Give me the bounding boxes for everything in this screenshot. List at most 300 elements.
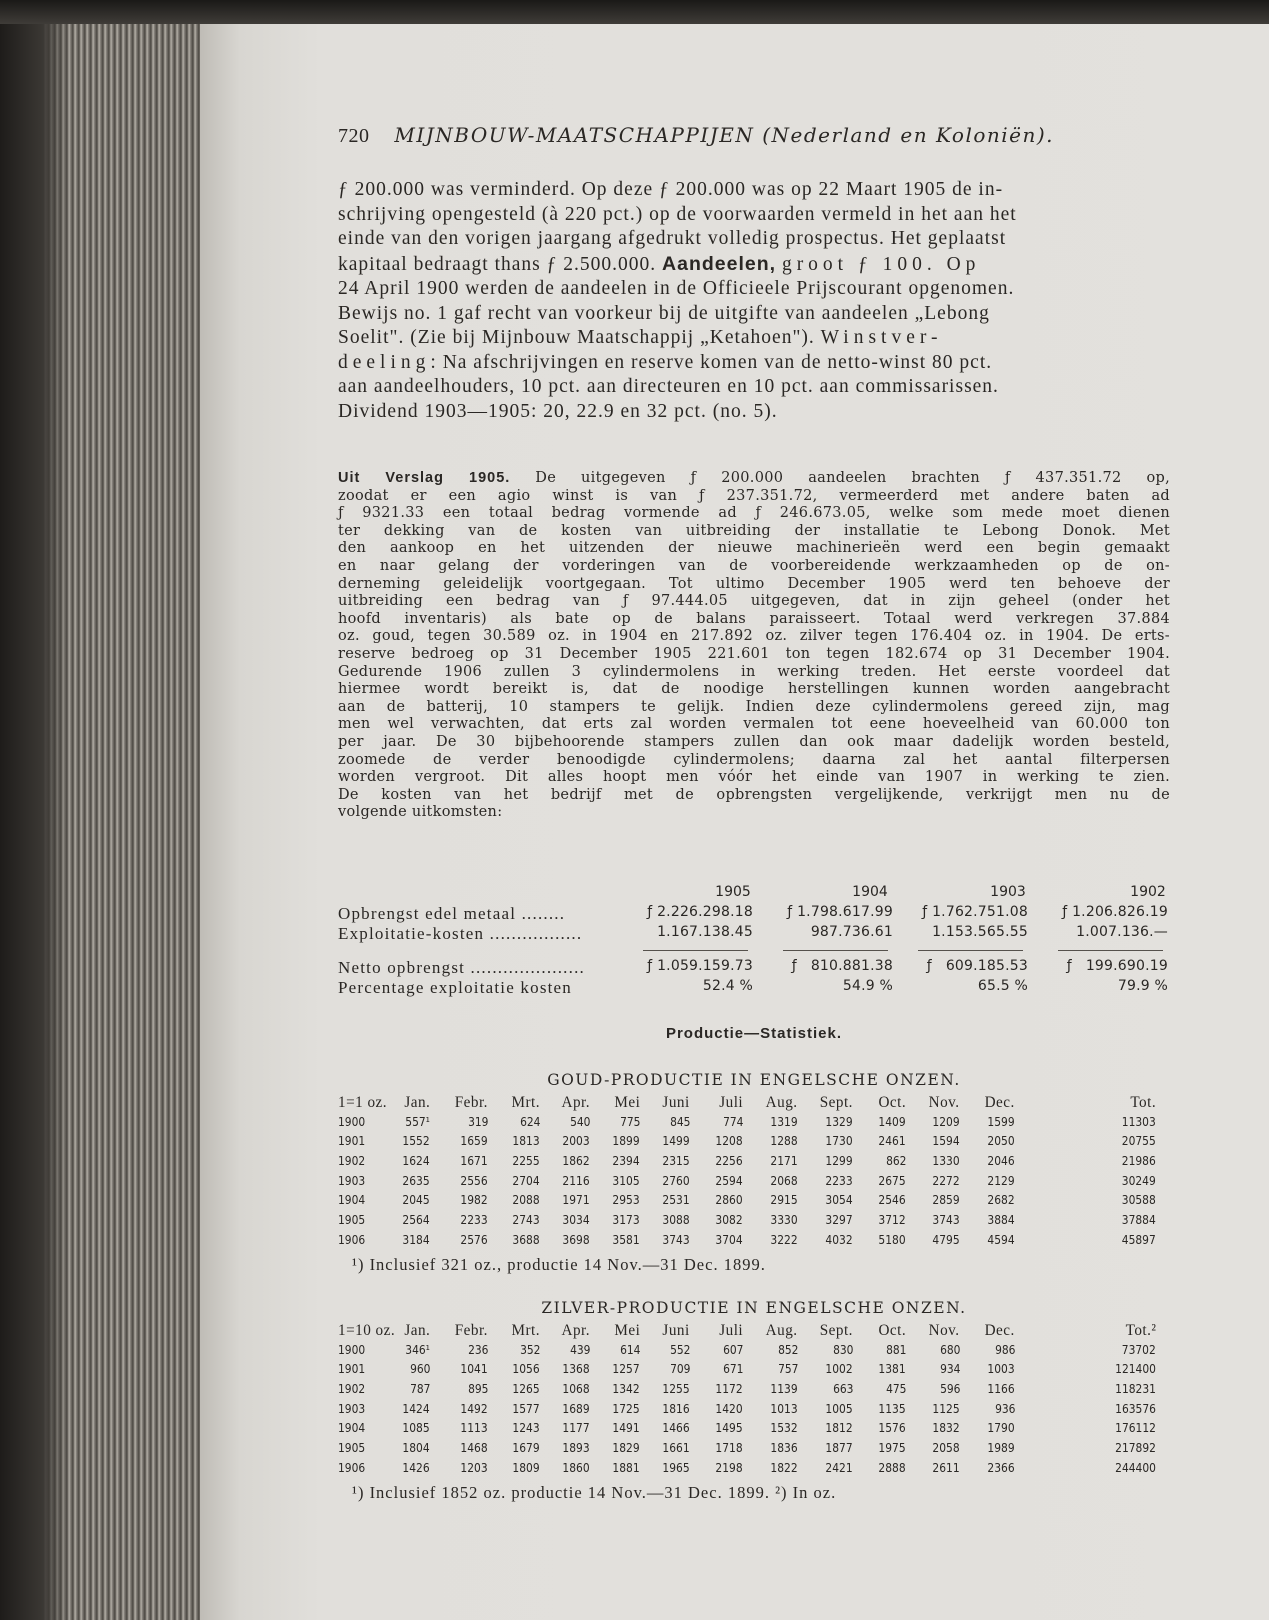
column-header: Dec. xyxy=(984,1322,1015,1339)
table-cell: 1499 xyxy=(662,1133,690,1149)
table-cell: 1139 xyxy=(770,1381,798,1397)
table-row xyxy=(338,1342,1170,1362)
table-cell: 3743 xyxy=(932,1212,960,1228)
table-cell: 3712 xyxy=(878,1212,906,1228)
winstverdeeling-label-b: deeling xyxy=(338,351,431,373)
table-cell: 936 xyxy=(994,1400,1015,1416)
table-cell: 45897 xyxy=(1122,1231,1156,1247)
column-header: Juli xyxy=(719,1322,743,1339)
table-cell: 1689 xyxy=(562,1400,590,1416)
table-row xyxy=(338,1361,1170,1381)
table-cell: 1671 xyxy=(460,1153,488,1169)
table-cell: 1492 xyxy=(460,1400,488,1416)
table-cell: 2129 xyxy=(987,1172,1015,1188)
summary-row xyxy=(338,978,1170,998)
table-cell: 1243 xyxy=(512,1420,540,1436)
table-cell: 217892 xyxy=(1115,1440,1156,1456)
text-line: ter dekking van de kosten van uitbreiding der installatie te Lebong Donok. Met xyxy=(338,522,1170,539)
text-line: ƒ 9321.33 een totaal bedrag vormende ad ƒ 246.673.05, welke som mede moet dienen xyxy=(338,505,1170,522)
table-cell: 176112 xyxy=(1115,1420,1156,1436)
table-cell: 1904 xyxy=(338,1192,366,1208)
table-cell: 1125 xyxy=(932,1400,960,1416)
text-line: per jaar. De 30 bijbehoorende stampers zullen dan ook maar dadelijk worden besteld, xyxy=(338,733,1170,750)
table-row xyxy=(338,1153,1170,1173)
verslag-paragraph xyxy=(338,470,1170,822)
column-header: Jan. xyxy=(404,1322,430,1339)
column-header: Febr. xyxy=(454,1322,488,1339)
table-row xyxy=(338,1440,1170,1460)
summary-cell: 65.5 % xyxy=(977,978,1028,994)
table-cell: 2635 xyxy=(402,1172,430,1188)
summary-year-header xyxy=(338,884,1170,904)
table-header-row xyxy=(338,1094,1170,1114)
table-cell: 787 xyxy=(409,1381,430,1397)
table-cell: 3034 xyxy=(562,1212,590,1228)
table-cell: 1822 xyxy=(770,1459,798,1475)
column-header: 1=1 oz. xyxy=(338,1094,388,1111)
table-cell: 1829 xyxy=(612,1440,640,1456)
table-cell: 1576 xyxy=(878,1420,906,1436)
table-cell: 2255 xyxy=(512,1153,540,1169)
column-header: Juli xyxy=(719,1094,743,1111)
text-line: aan aandeelhouders, 10 pct. aan directeuren en 10 pct. aan commissarissen. xyxy=(338,376,999,397)
table-cell: 3184 xyxy=(402,1231,430,1247)
summary-cell: 1.167.138.45 xyxy=(657,924,753,940)
table-cell: 37884 xyxy=(1122,1212,1156,1228)
table-cell: 2704 xyxy=(512,1172,540,1188)
table-cell: 1265 xyxy=(512,1381,540,1397)
column-header: Juni xyxy=(662,1094,690,1111)
table-cell: 1809 xyxy=(512,1459,540,1475)
table-cell: 1965 xyxy=(662,1459,690,1475)
table-cell: 1342 xyxy=(612,1381,640,1397)
text-line: Dividend 1903—1905: 20, 22.9 en 32 pct. (no. 5). xyxy=(338,400,778,422)
summary-cell: 54.9 % xyxy=(842,978,893,994)
table-cell: 20755 xyxy=(1122,1133,1156,1149)
table-cell: 3105 xyxy=(612,1172,640,1188)
table-cell: 1860 xyxy=(562,1459,590,1475)
table-cell: 1002 xyxy=(825,1361,853,1377)
table-cell: 1902 xyxy=(338,1153,366,1169)
table-cell: 1790 xyxy=(987,1420,1015,1436)
summary-row-label: Opbrengst edel metaal ........ xyxy=(338,904,566,923)
table-cell: 1203 xyxy=(460,1459,488,1475)
table-cell: 475 xyxy=(885,1381,906,1397)
table-cell: 1881 xyxy=(612,1459,640,1475)
table-cell: 1903 xyxy=(338,1172,366,1188)
table-row xyxy=(338,1133,1170,1153)
table-cell: 1900 xyxy=(338,1113,366,1129)
table-cell: 671 xyxy=(722,1361,743,1377)
table-cell: 1906 xyxy=(338,1459,366,1475)
table-cell: 2171 xyxy=(770,1153,798,1169)
winstverdeeling-label-a: Winstver- xyxy=(820,327,943,348)
table-cell: 1903 xyxy=(338,1400,366,1416)
table-cell: 3082 xyxy=(715,1212,743,1228)
table-cell: 596 xyxy=(939,1381,960,1397)
table-cell: 1577 xyxy=(512,1400,540,1416)
table-cell: 1257 xyxy=(612,1361,640,1377)
table-cell: 852 xyxy=(777,1341,798,1357)
column-header: Nov. xyxy=(929,1322,960,1339)
table-cell: 3330 xyxy=(770,1212,798,1228)
column-header: Nov. xyxy=(929,1094,960,1111)
running-header xyxy=(338,123,1098,153)
text-line: uitbreiding een bedrag van ƒ 97.444.05 uitgegeven, dat in zijn geheel (onder het xyxy=(338,593,1170,610)
table-cell: 1003 xyxy=(987,1361,1015,1377)
table-cell: 1989 xyxy=(987,1440,1015,1456)
column-header: Tot. xyxy=(1130,1094,1156,1111)
summary-cell: ƒ 1.206.826.19 xyxy=(1062,904,1168,920)
gold-production-table xyxy=(338,1094,1170,1252)
table-cell: 1877 xyxy=(825,1440,853,1456)
table-cell: 30249 xyxy=(1122,1172,1156,1188)
table-cell: 1906 xyxy=(338,1231,366,1247)
column-header: Febr. xyxy=(454,1094,488,1111)
summary-row-label: Percentage exploitatie kosten xyxy=(338,978,573,997)
table-cell: 1319 xyxy=(770,1113,798,1129)
table-cell: 1905 xyxy=(338,1212,366,1228)
table-cell: 1679 xyxy=(512,1440,540,1456)
table-row xyxy=(338,1114,1170,1134)
table-cell: 73702 xyxy=(1122,1341,1156,1357)
column-header: Oct. xyxy=(878,1094,906,1111)
table-row xyxy=(338,1173,1170,1193)
table-cell: 2888 xyxy=(878,1459,906,1475)
table-cell: 30588 xyxy=(1122,1192,1156,1208)
table-cell: 1135 xyxy=(878,1400,906,1416)
table-cell: 1005 xyxy=(825,1400,853,1416)
table-cell: 236 xyxy=(467,1341,488,1357)
table-cell: 121400 xyxy=(1115,1361,1156,1377)
sum-rule xyxy=(1058,950,1163,951)
text-line: hoofd inventaris) als bate op de balans paraisseert. Totaal werd verkregen 37.884 xyxy=(338,610,1170,627)
table-cell: 2421 xyxy=(825,1459,853,1475)
column-header: Juni xyxy=(662,1322,690,1339)
text-line: aan de batterij, 10 stampers te gelijk. Indien deze cylindermolens gereed zijn, mag xyxy=(338,698,1170,715)
text-line: volgende uitkomsten: xyxy=(338,804,503,821)
table-cell: 5180 xyxy=(878,1231,906,1247)
table-cell: 1899 xyxy=(612,1133,640,1149)
summary-cell: ƒ 609.185.53 xyxy=(926,958,1028,974)
table-cell: 439 xyxy=(569,1341,590,1357)
text-line: men wel verwachten, dat erts zal worden vermalen tot eene hoeveelheid van 60.000 ton xyxy=(338,716,1170,733)
text-line: worden vergroot. Dit alles hoopt men vóór het einde van 1907 in werking te zien. xyxy=(338,769,1170,786)
table-cell: 4032 xyxy=(825,1231,853,1247)
text-line: derneming geleidelijk voortgegaan. Tot ultimo December 1905 werd ten behoeve der xyxy=(338,575,1170,592)
column-header: Aug. xyxy=(766,1322,798,1339)
table-cell: 1804 xyxy=(402,1440,430,1456)
column-header: Sept. xyxy=(819,1322,853,1339)
binding-shadow xyxy=(0,0,70,1620)
column-header: Apr. xyxy=(561,1322,590,1339)
summary-row-label: Exploitatie-kosten ................. xyxy=(338,924,583,943)
table-cell: 1661 xyxy=(662,1440,690,1456)
table-cell: 895 xyxy=(467,1381,488,1397)
table-cell: 540 xyxy=(569,1113,590,1129)
summary-cell: 52.4 % xyxy=(702,978,753,994)
column-header: Sept. xyxy=(819,1094,853,1111)
text-line: De kosten van het bedrijf met de opbrengsten vergelijkende, verkrijgt men nu de xyxy=(338,786,1170,803)
table-cell: 881 xyxy=(885,1341,906,1357)
table-cell: 2198 xyxy=(715,1459,743,1475)
table-row xyxy=(338,1192,1170,1212)
table-cell: 21986 xyxy=(1122,1153,1156,1169)
table-cell: 1982 xyxy=(460,1192,488,1208)
table-cell: 2531 xyxy=(662,1192,690,1208)
sum-rule xyxy=(918,950,1023,951)
text-line: en naar gelang der vorderingen van de voorbereidende werkzaamheden op de on- xyxy=(338,557,1170,574)
table-cell: 118231 xyxy=(1115,1381,1156,1397)
table-cell: 557¹ xyxy=(405,1113,430,1129)
table-cell: 2564 xyxy=(402,1212,430,1228)
table-cell: 2003 xyxy=(562,1133,590,1149)
table-cell: 3884 xyxy=(987,1212,1015,1228)
text-line-part: Soelit". (Zie bij Mijnbouw Maatschappij „Ketahoen"). xyxy=(338,327,815,348)
column-header: Mei xyxy=(614,1322,640,1339)
aandeelen-label: Aandeelen, xyxy=(662,252,777,275)
column-header: Apr. xyxy=(561,1094,590,1111)
text-line xyxy=(338,470,1170,488)
table-cell: 11303 xyxy=(1122,1113,1156,1129)
table-cell: 614 xyxy=(619,1341,640,1357)
table-cell: 1901 xyxy=(338,1133,366,1149)
table-cell: 2088 xyxy=(512,1192,540,1208)
table-cell: 3088 xyxy=(662,1212,690,1228)
silver-footnote: ¹) Inclusief 1852 oz. productie 14 Nov.—31 Dec. 1899. ²) In oz. xyxy=(352,1483,837,1502)
text-line: zoodat er een agio winst is van ƒ 237.351.72, vermeerderd met andere baten ad xyxy=(338,487,1170,504)
text-line xyxy=(338,252,1170,278)
summary-cell: ƒ 199.690.19 xyxy=(1066,958,1168,974)
table-cell: 1599 xyxy=(987,1113,1015,1129)
summary-year: 1904 xyxy=(852,884,888,900)
table-cell: 1426 xyxy=(402,1459,430,1475)
table-cell: 2682 xyxy=(987,1192,1015,1208)
table-row xyxy=(338,1460,1170,1480)
table-cell: 1381 xyxy=(878,1361,906,1377)
summary-cell: ƒ 1.059.159.73 xyxy=(647,958,753,974)
scan-top-border xyxy=(0,0,1269,24)
silver-production-table xyxy=(338,1322,1170,1480)
table-cell: 986 xyxy=(994,1341,1015,1357)
table-cell: 1730 xyxy=(825,1133,853,1149)
table-cell: 1812 xyxy=(825,1420,853,1436)
table-cell: 2611 xyxy=(932,1459,960,1475)
table-cell: 1893 xyxy=(562,1440,590,1456)
table-cell: 1905 xyxy=(338,1440,366,1456)
table-cell: 2272 xyxy=(932,1172,960,1188)
sum-rule xyxy=(643,950,748,951)
table-cell: 2576 xyxy=(460,1231,488,1247)
table-cell: 680 xyxy=(939,1341,960,1357)
table-cell: 2860 xyxy=(715,1192,743,1208)
summary-year: 1903 xyxy=(990,884,1026,900)
table-cell: 757 xyxy=(777,1361,798,1377)
table-row xyxy=(338,1401,1170,1421)
text-line-part: De uitgegeven ƒ 200.000 aandeelen brachten ƒ 437.351.72 op, xyxy=(535,470,1171,486)
table-cell: 845 xyxy=(669,1113,690,1129)
table-cell: 1329 xyxy=(825,1113,853,1129)
text-line: den aankoop en het uitzenden der nieuwe machinerieën werd een begin gemaakt xyxy=(338,540,1170,557)
table-cell: 2256 xyxy=(715,1153,743,1169)
table-cell: 1330 xyxy=(932,1153,960,1169)
table-cell: 1368 xyxy=(562,1361,590,1377)
table-cell: 3222 xyxy=(770,1231,798,1247)
table-cell: 774 xyxy=(722,1113,743,1129)
summary-cell: ƒ 810.881.38 xyxy=(791,958,893,974)
table-cell: 2045 xyxy=(402,1192,430,1208)
text-line-part: kapitaal bedraagt thans ƒ 2.500.000. xyxy=(338,253,657,275)
table-cell: 709 xyxy=(669,1361,690,1377)
table-cell: 1495 xyxy=(715,1420,743,1436)
table-cell: 2461 xyxy=(878,1133,906,1149)
summary-row-label: Netto opbrengst ..................... xyxy=(338,958,585,977)
table-cell: 1085 xyxy=(402,1420,430,1436)
table-cell: 1552 xyxy=(402,1133,430,1149)
summary-cell: ƒ 1.762.751.08 xyxy=(922,904,1028,920)
table-cell: 2116 xyxy=(562,1172,590,1188)
table-cell: 1424 xyxy=(402,1400,430,1416)
table-cell: 3743 xyxy=(662,1231,690,1247)
summary-cell: ƒ 1.798.617.99 xyxy=(787,904,893,920)
statistics-heading: Productie—Statistiek. xyxy=(665,1025,843,1042)
table-cell: 552 xyxy=(669,1341,690,1357)
table-cell: 1971 xyxy=(562,1192,590,1208)
table-cell: 2556 xyxy=(460,1172,488,1188)
table-cell: 1594 xyxy=(932,1133,960,1149)
text-line: hiermee wordt bereikt is, dat de noodige herstellingen kunnen worden aangebracht xyxy=(338,681,1170,698)
table-cell: 1299 xyxy=(825,1153,853,1169)
table-cell: 1068 xyxy=(562,1381,590,1397)
table-cell: 2046 xyxy=(987,1153,1015,1169)
table-cell: 319 xyxy=(467,1113,488,1129)
table-cell: 2743 xyxy=(512,1212,540,1228)
table-cell: 1902 xyxy=(338,1381,366,1397)
table-cell: 1491 xyxy=(612,1420,640,1436)
text-line: einde van den vorigen jaargang afgedrukt volledig prospectus. Het geplaatst xyxy=(338,228,1007,249)
table-cell: 1209 xyxy=(932,1113,960,1129)
table-cell: 244400 xyxy=(1115,1459,1156,1475)
table-cell: 1816 xyxy=(662,1400,690,1416)
table-cell: 1900 xyxy=(338,1341,366,1357)
table-cell: 1975 xyxy=(878,1440,906,1456)
table-cell: 1013 xyxy=(770,1400,798,1416)
table-row xyxy=(338,1232,1170,1252)
table-cell: 2760 xyxy=(662,1172,690,1188)
summary-table xyxy=(338,884,1170,998)
text-line-part: : Na afschrijvingen en reserve komen van de netto-winst 80 pct. xyxy=(430,351,993,373)
table-cell: 1468 xyxy=(460,1440,488,1456)
text-line xyxy=(338,326,1170,351)
text-line: schrijving opengesteld (à 220 pct.) op de voorwaarden vermeld in het aan het xyxy=(338,203,1017,225)
gold-footnote: ¹) Inclusief 321 oz., productie 14 Nov.—31 Dec. 1899. xyxy=(352,1255,766,1274)
table-cell: 1624 xyxy=(402,1153,430,1169)
running-title: MIJNBOUW-MAATSCHAPPIJEN (Nederland en Koloniën). xyxy=(394,123,1055,147)
sum-rule xyxy=(783,950,888,951)
summary-rule-row xyxy=(338,944,1170,958)
table-cell: 663 xyxy=(832,1381,853,1397)
column-header: Jan. xyxy=(404,1094,430,1111)
table-cell: 960 xyxy=(409,1361,430,1377)
table-cell: 775 xyxy=(619,1113,640,1129)
table-cell: 3698 xyxy=(562,1231,590,1247)
table-cell: 934 xyxy=(939,1361,960,1377)
table-cell: 1901 xyxy=(338,1361,366,1377)
table-cell: 346¹ xyxy=(405,1341,430,1357)
table-cell: 607 xyxy=(722,1341,743,1357)
table-cell: 1862 xyxy=(562,1153,590,1169)
column-header: Mrt. xyxy=(511,1094,540,1111)
table-row xyxy=(338,1212,1170,1232)
column-header: Mei xyxy=(614,1094,640,1111)
table-cell: 1904 xyxy=(338,1420,366,1436)
table-cell: 1255 xyxy=(662,1381,690,1397)
table-cell: 624 xyxy=(519,1113,540,1129)
summary-row xyxy=(338,904,1170,924)
table-cell: 1409 xyxy=(878,1113,906,1129)
table-cell: 2068 xyxy=(770,1172,798,1188)
table-cell: 2546 xyxy=(878,1192,906,1208)
table-cell: 2953 xyxy=(612,1192,640,1208)
verslag-title: Uit Verslag 1905. xyxy=(338,470,511,486)
table-cell: 1718 xyxy=(715,1440,743,1456)
table-cell: 862 xyxy=(885,1153,906,1169)
table-cell: 3297 xyxy=(825,1212,853,1228)
intro-paragraph xyxy=(338,178,1170,424)
table-cell: 1466 xyxy=(662,1420,690,1436)
table-cell: 1836 xyxy=(770,1440,798,1456)
text-line: oz. goud, tegen 30.589 oz. in 1904 en 217.892 oz. zilver tegen 176.404 oz. in 1904. De erts- xyxy=(338,628,1170,645)
column-header: Tot.² xyxy=(1125,1322,1156,1339)
table-cell: 163576 xyxy=(1115,1400,1156,1416)
table-cell: 2058 xyxy=(932,1440,960,1456)
summary-cell: ƒ 2.226.298.18 xyxy=(647,904,753,920)
table-row xyxy=(338,1420,1170,1440)
groot-text: groot ƒ 100. Op xyxy=(781,253,981,275)
table-cell: 1208 xyxy=(715,1133,743,1149)
text-line: ƒ 200.000 was verminderd. Op deze ƒ 200.000 was op 22 Maart 1905 de in- xyxy=(338,179,1004,200)
table-cell: 4594 xyxy=(987,1231,1015,1247)
table-cell: 2394 xyxy=(612,1153,640,1169)
table-cell: 1113 xyxy=(460,1420,488,1436)
summary-cell: 987.736.61 xyxy=(810,924,893,940)
page-number: 720 xyxy=(338,125,370,147)
column-header: 1=10 oz. xyxy=(338,1322,396,1339)
table-cell: 3581 xyxy=(612,1231,640,1247)
table-cell: 2859 xyxy=(932,1192,960,1208)
silver-table-title: ZILVER-PRODUCTIE IN ENGELSCHE ONZEN. xyxy=(541,1299,967,1317)
table-cell: 830 xyxy=(832,1341,853,1357)
gold-table-title: GOUD-PRODUCTIE IN ENGELSCHE ONZEN. xyxy=(547,1071,961,1089)
table-cell: 2366 xyxy=(987,1459,1015,1475)
table-cell: 3704 xyxy=(715,1231,743,1247)
table-cell: 1725 xyxy=(612,1400,640,1416)
summary-cell: 1.153.565.55 xyxy=(932,924,1028,940)
summary-year: 1902 xyxy=(1130,884,1166,900)
table-cell: 1659 xyxy=(460,1133,488,1149)
table-cell: 3054 xyxy=(825,1192,853,1208)
table-cell: 2233 xyxy=(825,1172,853,1188)
table-cell: 1532 xyxy=(770,1420,798,1436)
table-cell: 1420 xyxy=(715,1400,743,1416)
table-cell: 2594 xyxy=(715,1172,743,1188)
table-cell: 2675 xyxy=(878,1172,906,1188)
table-cell: 1166 xyxy=(987,1381,1015,1397)
text-line: zoomede de verder benoodigde cylindermolens; daarna zal het aantal filterpersen xyxy=(338,751,1170,768)
table-cell: 1056 xyxy=(512,1361,540,1377)
table-cell: 1832 xyxy=(932,1420,960,1436)
summary-row xyxy=(338,958,1170,978)
